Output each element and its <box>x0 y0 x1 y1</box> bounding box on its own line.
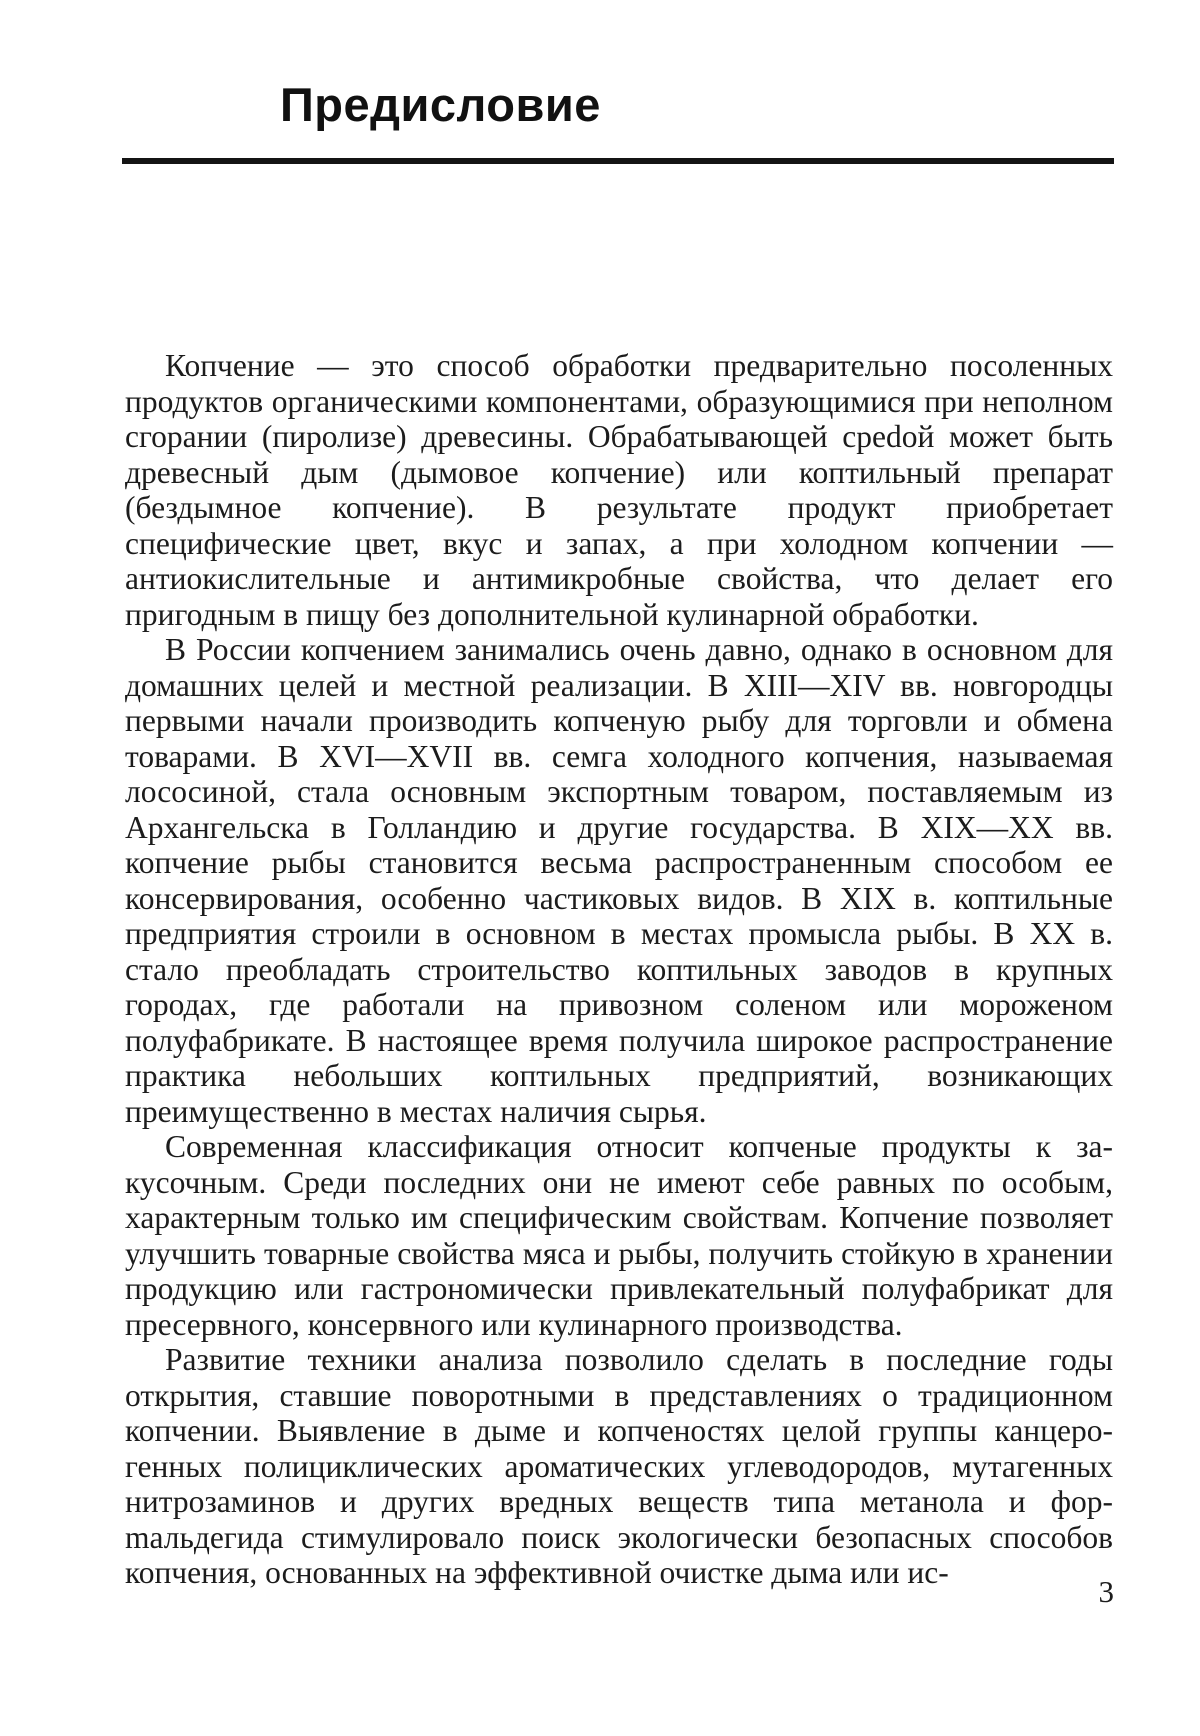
page-title: Предисловие <box>280 78 601 131</box>
paragraph: В России копчением занимались очень давно, однако в основном для домашних целей и местной реализации. В XIII—XIV вв. новгородцы первыми начали производить копченую рыбу для торговли и обмена товарами. В XVI—XVII вв. семга холодного копчения, называемая лососиной, стала основным экспортным товаром, поставляемым из Архангельска в Голландию и другие государства. В XIX—XX вв. копчение рыбы становится весьма распространенным способом ее консервирования, особенно частиковых видов. В XIX в. коптильные предприятия строили в основном в местах промысла рыбы. В XX в. стало преобладать строительство коптильных заводов в крупных городах, где работали на привозном соленом или мороженом полуфабрикате. В настоящее время получила широкое распространение практика небольших коптильных предприятий, возникающих преимущественно в местах наличия сырья. <box>125 632 1113 1129</box>
paragraph: Копчение — это способ обработки предварительно посоленных продуктов органическими компонентами, образующимися при неполном сгорании (пиролизе) древесины. Обрабатывающей среdой может быть древесный дым (дымовое копчение) или коптильный препарат (бездымное копчение). В результате продукт приобретает специфические цвет, вкус и запах, а при холодном копчении — антиокислительные и антимикробные свойства, что делает его пригодным в пищу без дополнительной кулинарной обработки. <box>125 348 1113 632</box>
paragraph: Развитие техники анализа позволило сделать в последние годы открытия, ставшие поворотными в представлениях о традиционном копчении. Выявление в дыме и копченостях целой группы канцерогенных полициклических ароматических углеводородов, мутагенных нитрозаминов и других вредных веществ типа метанола и форmальдегида стимулировало поиск экологически безопасных способов копчения, основанных на эффективной очистке дыма или ис- <box>125 1342 1113 1590</box>
paragraph: Современная классификация относит копченые продукты к закусочным. Среди последних они не имеют себе равных по особым, характерным только им специфическим свойствам. Копчение позволяет улучшить товарные свойства мяса и рыбы, получить стойкую в хранении продукцию или гастрономически привлекательный полуфабрикат для пресервного, консервного или кулинарного производства. <box>125 1129 1113 1342</box>
body-text <box>125 348 1113 1591</box>
title-divider <box>122 158 1114 164</box>
page-number: 3 <box>1098 1574 1114 1609</box>
